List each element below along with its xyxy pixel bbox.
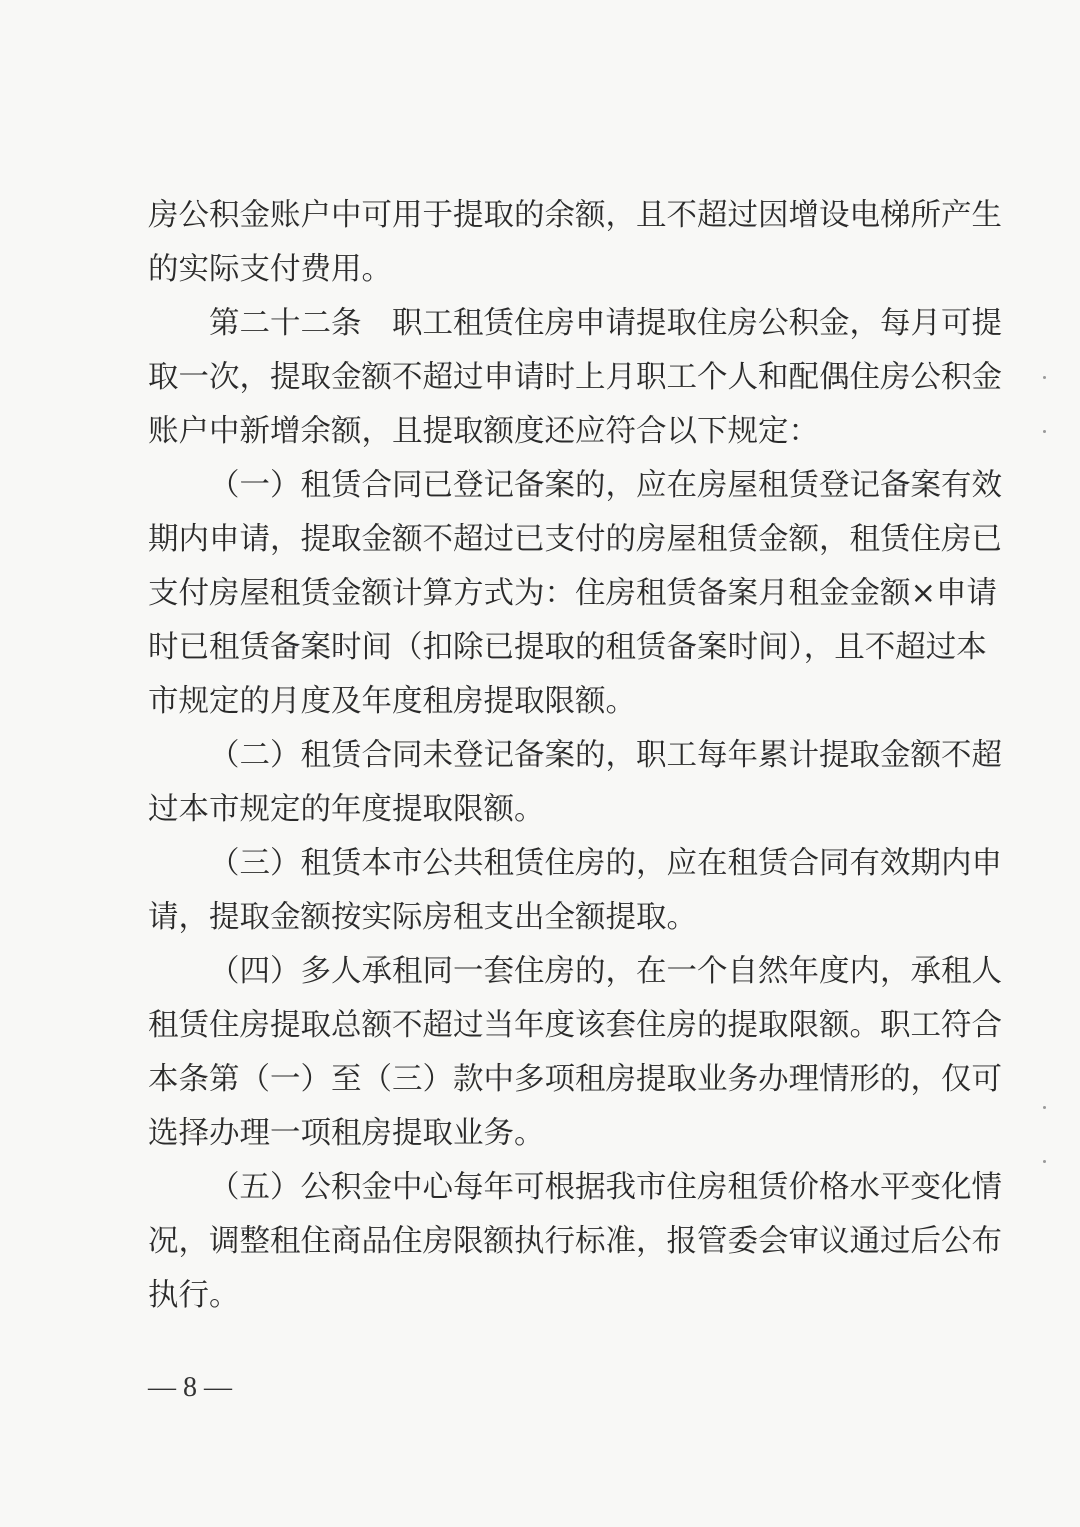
- clause-4-line: （四）多人承租同一套住房的，在一个自然年度内，承租人: [209, 954, 1002, 989]
- text-line: 租赁住房提取总额不超过当年度该套住房的提取限额。职工符合: [148, 1008, 1002, 1043]
- scan-speck: [1043, 376, 1046, 379]
- scan-speck: [1043, 1160, 1046, 1163]
- text-line: 市规定的月度及年度租房提取限额。: [148, 684, 636, 719]
- clause-1-line: （一）租赁合同已登记备案的，应在房屋租赁登记备案有效: [209, 468, 1002, 503]
- text-line: 的实际支付费用。: [148, 252, 392, 287]
- text-line: 支付房屋租赁金额计算方式为：住房租赁备案月租金金额×申请: [148, 576, 998, 611]
- text-line: 选择办理一项租房提取业务。: [148, 1116, 545, 1151]
- text-line: 请，提取金额按实际房租支出全额提取。: [148, 900, 697, 935]
- text-line: 本条第（一）至（三）款中多项租房提取业务办理情形的，仅可: [148, 1062, 1002, 1097]
- article-22-heading-line: 第二十二条 职工租赁住房申请提取住房公积金，每月可提: [209, 306, 1002, 341]
- clause-2-line: （二）租赁合同未登记备案的，职工每年累计提取金额不超: [209, 738, 1002, 773]
- text-line: 执行。: [148, 1278, 240, 1313]
- clause-5-line: （五）公积金中心每年可根据我市住房租赁价格水平变化情: [209, 1170, 1002, 1205]
- page-number: — 8 —: [148, 1372, 232, 1403]
- clause-3-line: （三）租赁本市公共租赁住房的，应在租赁合同有效期内申: [209, 846, 1002, 881]
- text-line: 况，调整租住商品住房限额执行标准，报管委会审议通过后公布: [148, 1224, 1002, 1259]
- text-line: 过本市规定的年度提取限额。: [148, 792, 545, 827]
- text-line: 账户中新增余额，且提取额度还应符合以下规定：: [148, 414, 819, 449]
- text-line: 取一次，提取金额不超过申请时上月职工个人和配偶住房公积金: [148, 360, 1002, 395]
- text-line: 期内申请，提取金额不超过已支付的房屋租赁金额，租赁住房已: [148, 522, 1002, 557]
- scan-speck: [1043, 430, 1046, 433]
- text-line: 房公积金账户中可用于提取的余额，且不超过因增设电梯所产生: [148, 198, 1002, 233]
- scan-speck: [1043, 1106, 1046, 1109]
- text-line: 时已租赁备案时间（扣除已提取的租赁备案时间），且不超过本: [148, 630, 987, 665]
